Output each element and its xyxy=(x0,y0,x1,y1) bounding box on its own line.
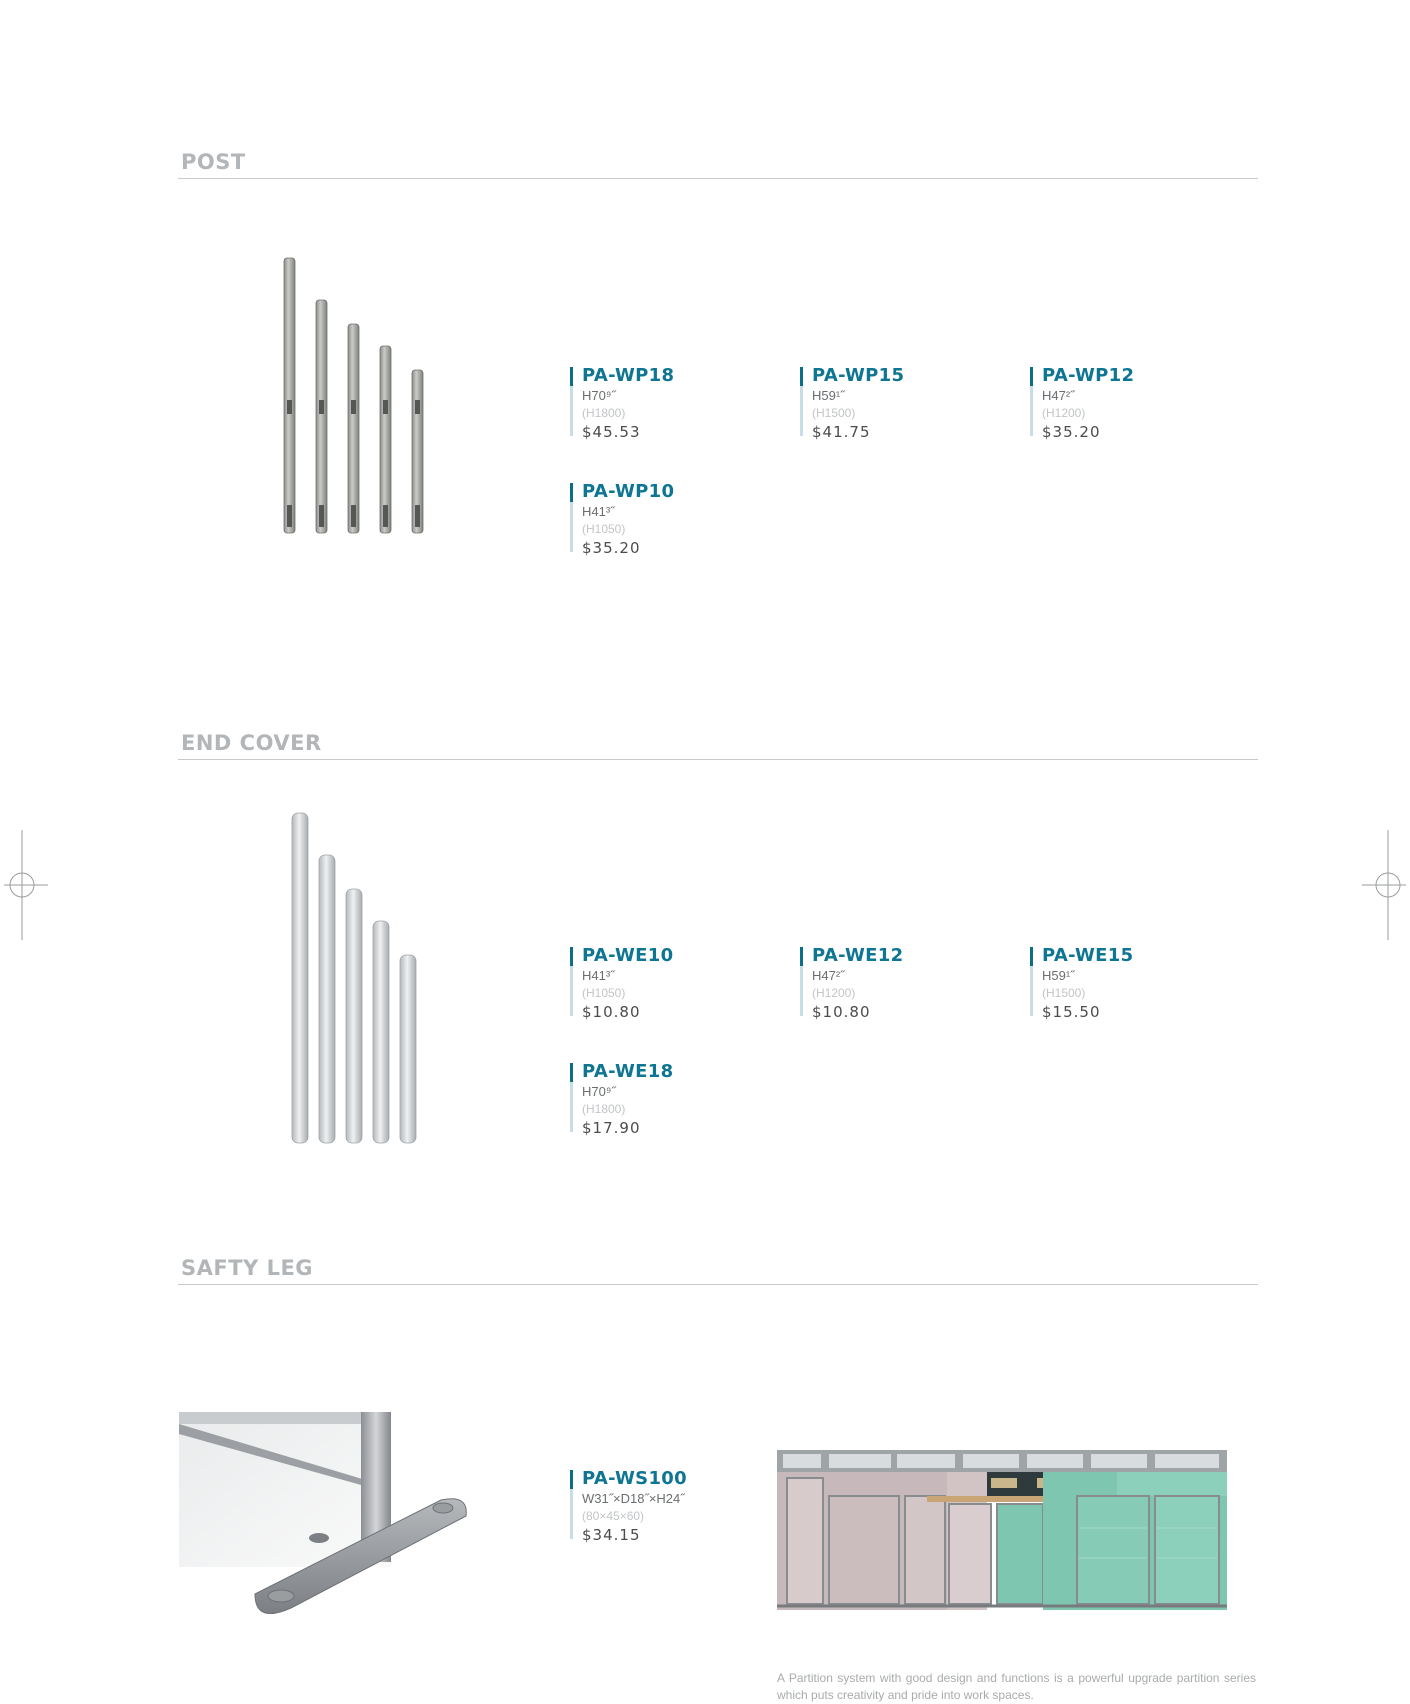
product-dimension: H59¹˝ xyxy=(812,388,845,403)
product-metric: (H1050) xyxy=(582,522,626,536)
product-dimension: H47²˝ xyxy=(1042,388,1075,403)
product-dimension: W31˝×D18˝×H24˝ xyxy=(582,1491,685,1506)
product-price: $10.80 xyxy=(812,1003,871,1021)
product-metric: (H1200) xyxy=(812,986,856,1000)
registration-mark-right xyxy=(1360,830,1410,940)
caption-text: A Partition system with good design and functions is a powerful upgrade partition series which puts creativity and pride into work spaces. xyxy=(777,1671,1256,1702)
product-price: $35.20 xyxy=(1042,423,1101,441)
product-metric: (H1500) xyxy=(1042,986,1086,1000)
section-divider xyxy=(178,759,1258,760)
product-price: $34.15 xyxy=(582,1526,641,1544)
product-metric: (H1500) xyxy=(812,406,856,420)
product-item xyxy=(1030,945,1133,1022)
product-dimension: H70⁹˝ xyxy=(582,388,616,403)
product-item xyxy=(570,365,674,442)
product-price: $10.80 xyxy=(582,1003,641,1021)
registration-mark-left xyxy=(0,830,50,940)
workstation-photo xyxy=(777,1448,1227,1610)
product-item xyxy=(570,1061,673,1138)
product-dimension: H59¹˝ xyxy=(1042,968,1075,983)
product-item xyxy=(570,1468,687,1545)
product-price: $15.50 xyxy=(1042,1003,1101,1021)
product-dimension: H47²˝ xyxy=(812,968,845,983)
product-price: $45.53 xyxy=(582,423,641,441)
end-cover-product-image xyxy=(280,805,430,1150)
product-item xyxy=(1030,365,1134,442)
section-divider xyxy=(178,178,1258,179)
product-dimension: H70⁹˝ xyxy=(582,1084,616,1099)
product-metric: (H1200) xyxy=(1042,406,1086,420)
product-price: $35.20 xyxy=(582,539,641,557)
safty-leg-product-image xyxy=(179,1412,479,1617)
product-price: $41.75 xyxy=(812,423,871,441)
post-product-image xyxy=(270,250,440,540)
section-divider xyxy=(178,1284,1258,1285)
product-code: PA-WE18 xyxy=(582,1061,674,1082)
product-code: PA-WP12 xyxy=(1042,365,1135,386)
product-code: PA-WE10 xyxy=(582,945,674,966)
section-title-end-cover: END COVER xyxy=(181,731,322,755)
product-code: PA-WE12 xyxy=(812,945,904,966)
product-metric: (80×45×60) xyxy=(582,1509,645,1523)
product-dimension: H41³˝ xyxy=(582,968,615,983)
product-item xyxy=(570,481,674,558)
product-price: $17.90 xyxy=(582,1119,641,1137)
product-item xyxy=(800,365,904,442)
section-title-post: POST xyxy=(181,150,246,174)
product-item xyxy=(800,945,903,1022)
product-metric: (H1800) xyxy=(582,1102,626,1116)
product-item xyxy=(570,945,673,1022)
product-code: PA-WE15 xyxy=(1042,945,1134,966)
section-title-safty-leg: SAFTY LEG xyxy=(181,1256,314,1280)
product-dimension: H41³˝ xyxy=(582,504,615,519)
product-code: PA-WP18 xyxy=(582,365,675,386)
product-code: PA-WP10 xyxy=(582,481,675,502)
product-code: PA-WS100 xyxy=(582,1468,687,1489)
product-code: PA-WP15 xyxy=(812,365,905,386)
product-metric: (H1050) xyxy=(582,986,626,1000)
product-metric: (H1800) xyxy=(582,406,626,420)
